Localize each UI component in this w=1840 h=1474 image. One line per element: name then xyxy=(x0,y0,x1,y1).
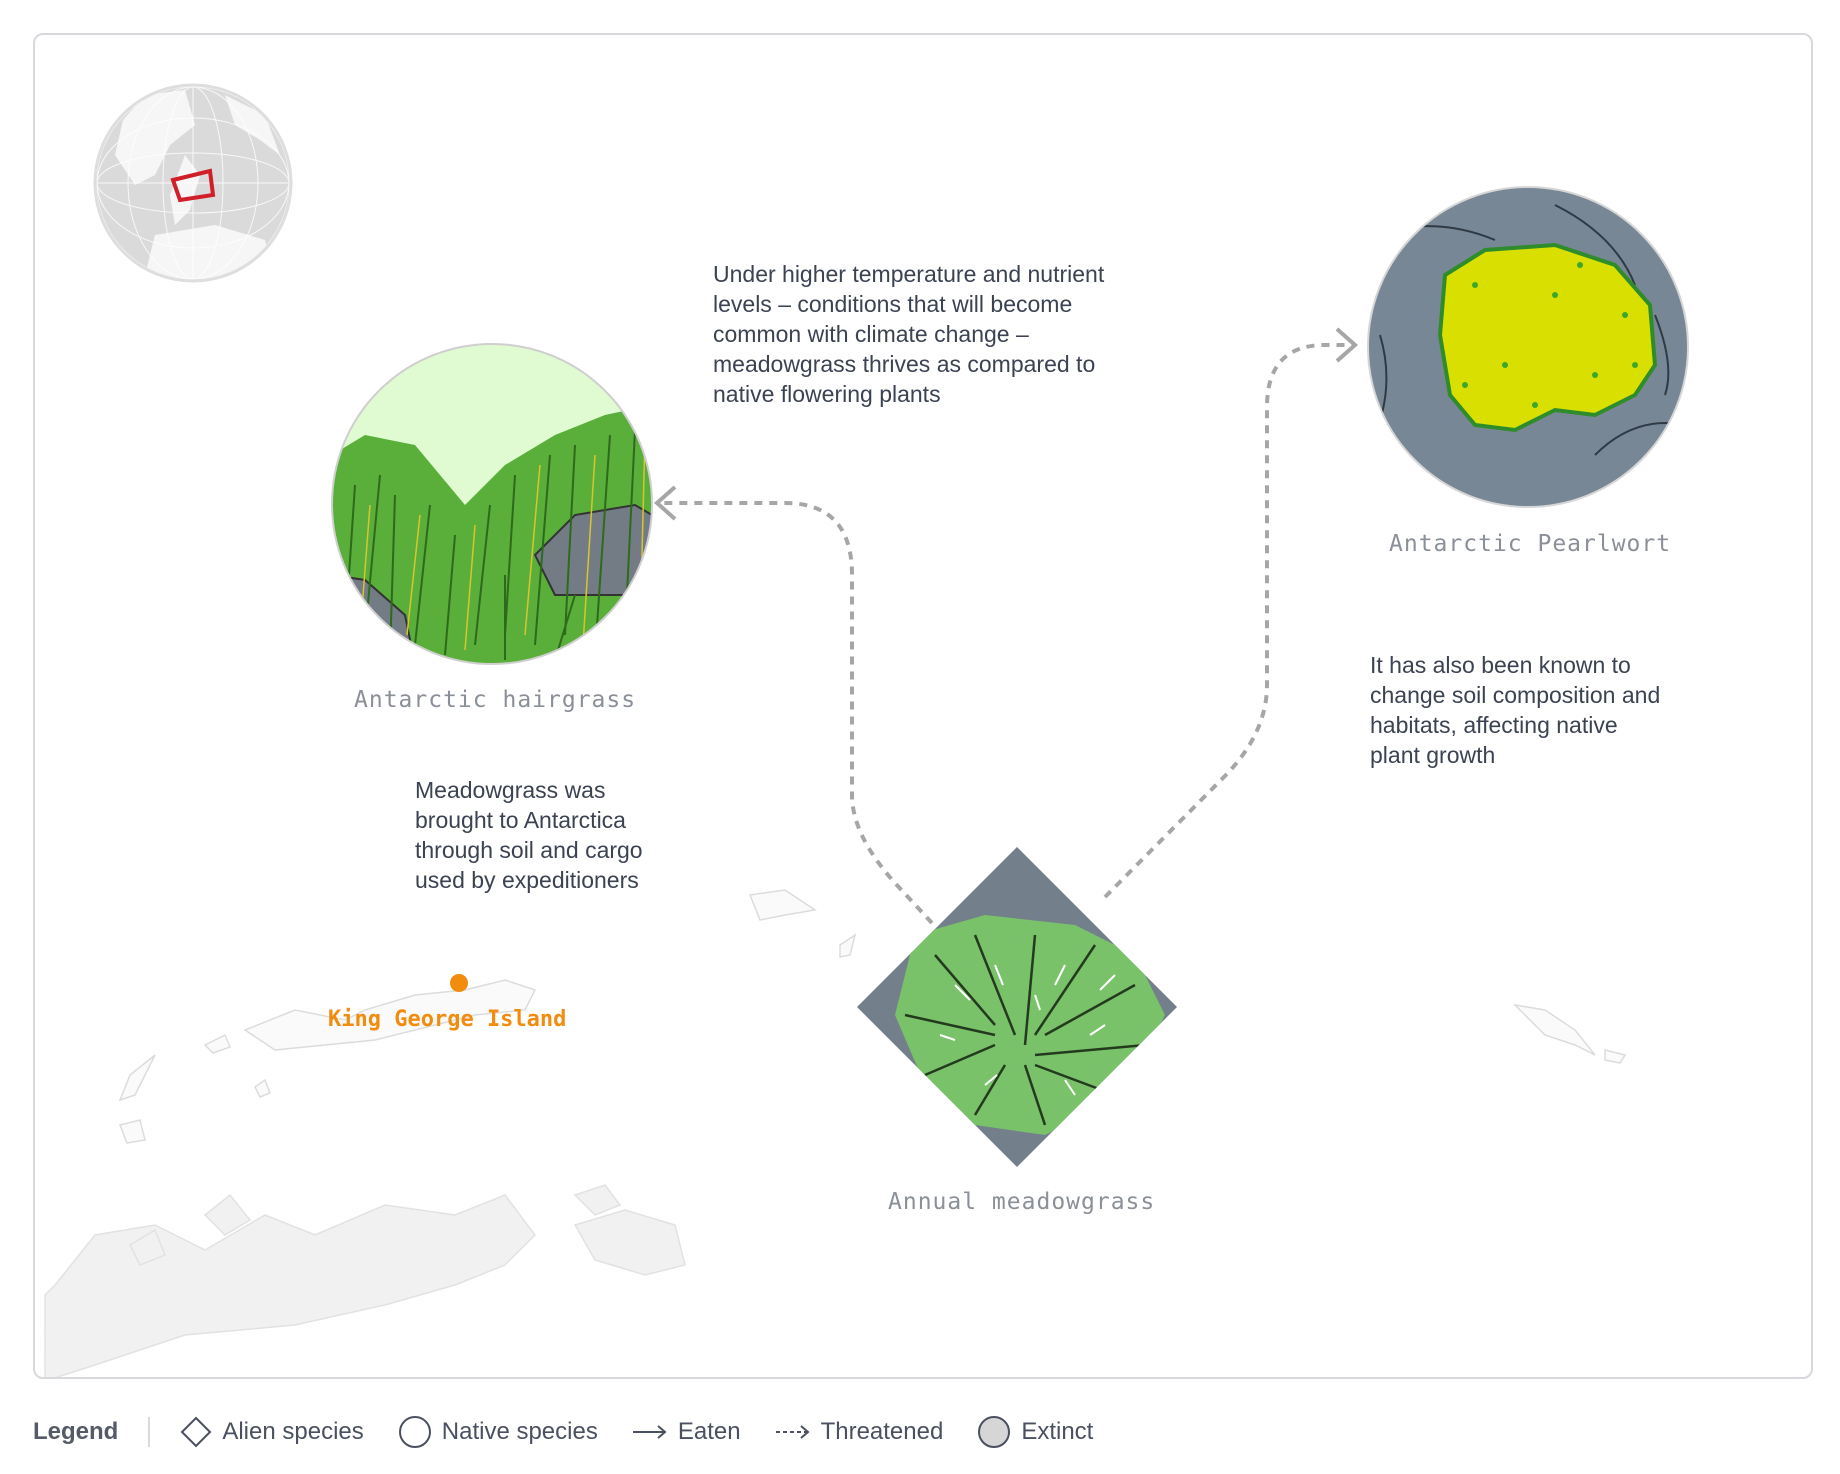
legend xyxy=(33,1412,1127,1452)
meadowgrass-illustration xyxy=(857,847,1177,1167)
legend-item-threatened xyxy=(775,1418,944,1446)
label-antarctic-hairgrass: Antarctic hairgrass xyxy=(354,687,637,713)
pearlwort-illustration xyxy=(1368,187,1688,507)
dashed-arrow-icon xyxy=(775,1422,811,1442)
threat-arrow-hairgrass xyxy=(660,503,932,923)
solid-arrow-icon xyxy=(632,1422,668,1442)
diamond-icon xyxy=(180,1416,212,1448)
legend-label-alien: Alien species xyxy=(222,1418,364,1445)
legend-label-native: Native species xyxy=(441,1418,598,1445)
legend-item-extinct xyxy=(977,1415,1093,1449)
threat-arrow-pearlwort xyxy=(1105,345,1353,897)
legend-item-eaten xyxy=(632,1418,741,1446)
legend-title: Legend xyxy=(33,1418,119,1445)
diagram-frame xyxy=(33,33,1813,1379)
label-king-george-island: King George Island xyxy=(328,1007,567,1032)
filled-circle-icon xyxy=(977,1415,1011,1449)
note-climate-change: Under higher temperature and nutrient levels – conditions that will become common with climate change – meadowgrass thrives as compared to native flowering plants xyxy=(713,261,1105,407)
antarctic-peninsula-landmass xyxy=(45,1185,685,1379)
label-annual-meadowgrass: Annual meadowgrass xyxy=(888,1189,1156,1215)
hairgrass-illustration xyxy=(332,344,652,664)
label-antarctic-pearlwort: Antarctic Pearlwort xyxy=(1389,531,1672,557)
legend-item-native xyxy=(398,1415,598,1449)
circle-icon xyxy=(398,1415,432,1449)
legend-label-extinct: Extinct xyxy=(1021,1418,1094,1445)
legend-divider xyxy=(148,1417,150,1447)
note-introduction: Meadowgrass was brought to Antarctica through soil and cargo used by expeditioners xyxy=(415,777,643,893)
king-george-island-marker xyxy=(450,974,468,992)
locator-globe xyxy=(95,85,291,285)
legend-label-threatened: Threatened xyxy=(820,1418,944,1445)
legend-item-alien xyxy=(180,1416,363,1448)
note-soil-change: It has also been known to change soil composition and habitats, affecting native plant growth xyxy=(1370,652,1661,768)
legend-label-eaten: Eaten xyxy=(677,1418,741,1445)
